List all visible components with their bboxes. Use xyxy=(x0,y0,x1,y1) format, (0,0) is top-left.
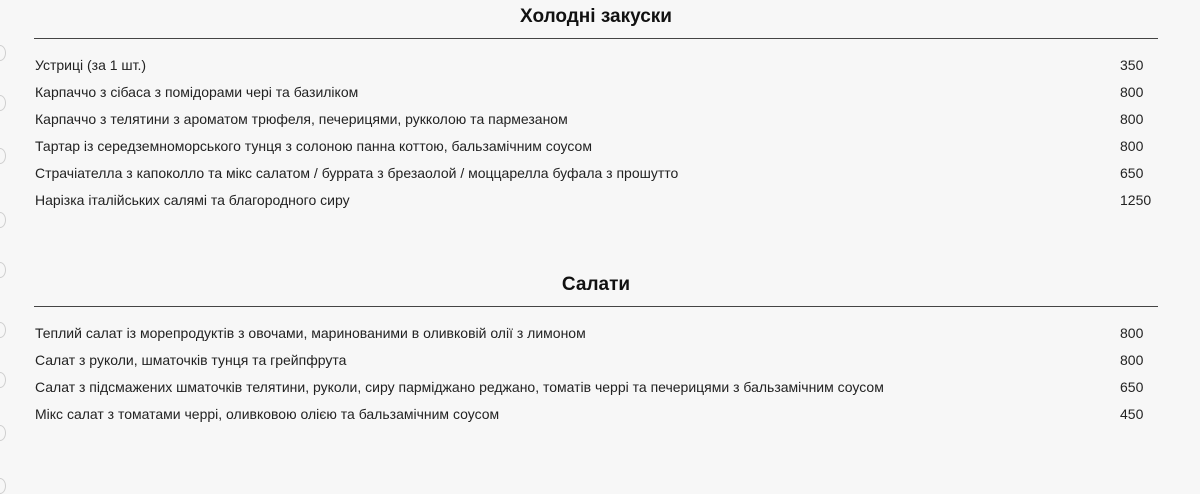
edge-mark xyxy=(0,212,6,228)
menu-item-name: Страчіателла з капоколло та мікс салатом / буррата з брезаолой / моццарелла буфала з прошутто xyxy=(35,164,679,181)
edge-mark xyxy=(0,425,6,441)
menu-item-price: 800 xyxy=(1120,110,1144,127)
menu-item-name: Карпаччо з сібаса з помідорами черi та базиліком xyxy=(35,83,359,100)
menu-item-name: Теплий салат із морепродуктів з овочами, маринованими в оливковій олії з лимоном xyxy=(35,324,586,341)
menu-item xyxy=(34,319,1158,346)
menu-item-list xyxy=(34,319,1158,427)
section-title: Холодні закуски xyxy=(520,6,672,27)
section-divider xyxy=(34,38,1158,39)
menu-item-name: Салат з руколи, шматочків тунця та грейпфрута xyxy=(35,351,347,368)
menu-item xyxy=(34,51,1158,78)
menu-item-price: 450 xyxy=(1120,405,1144,422)
edge-mark xyxy=(0,148,6,164)
menu-item-price: 650 xyxy=(1120,164,1144,181)
menu-item-price: 800 xyxy=(1120,83,1144,100)
edge-mark xyxy=(0,45,6,61)
menu-item-price: 1250 xyxy=(1120,191,1152,208)
menu-item xyxy=(34,373,1158,400)
menu-item xyxy=(34,186,1158,213)
edge-mark xyxy=(0,95,6,111)
menu-item xyxy=(34,105,1158,132)
left-edge-decorations xyxy=(0,0,8,489)
menu-item-name: Тартар із середземноморського тунця з солоною панна коттою, бальзамічним соусом xyxy=(35,137,592,154)
menu-item-name: Мікс салат з томатами черрі, оливковою олією та бальзамічним соусом xyxy=(35,405,500,422)
section-title: Салати xyxy=(561,274,631,295)
menu-item-name: Карпаччо з телятини з ароматом трюфеля, печерицями, рукколою та пармезаном xyxy=(35,110,568,127)
menu-item xyxy=(34,132,1158,159)
menu-item-price: 350 xyxy=(1120,56,1144,73)
menu-item xyxy=(34,78,1158,105)
edge-mark xyxy=(0,262,6,278)
menu-item xyxy=(34,400,1158,427)
menu-item-price: 800 xyxy=(1120,351,1144,368)
menu-item xyxy=(34,159,1158,186)
menu-item xyxy=(34,346,1158,373)
menu-item-list xyxy=(34,51,1158,213)
section-salads xyxy=(34,272,1158,427)
edge-mark xyxy=(0,372,6,388)
section-divider xyxy=(34,306,1158,307)
menu-item-name: Салат з підсмажених шматочків телятини, руколи, сиру парміджано реджано, томатів черрі та печерицями з бальзамічним соусом xyxy=(35,378,884,395)
edge-mark xyxy=(0,478,6,494)
menu-item-name: Нарізка італійських салямі та благородного сиру xyxy=(35,191,350,208)
section-cold-appetizers xyxy=(34,4,1158,213)
menu-item-name: Устриці (за 1 шт.) xyxy=(35,56,147,73)
menu-item-price: 800 xyxy=(1120,324,1144,341)
menu-item-price: 800 xyxy=(1120,137,1144,154)
menu-item-price: 650 xyxy=(1120,378,1144,395)
edge-mark xyxy=(0,322,6,338)
